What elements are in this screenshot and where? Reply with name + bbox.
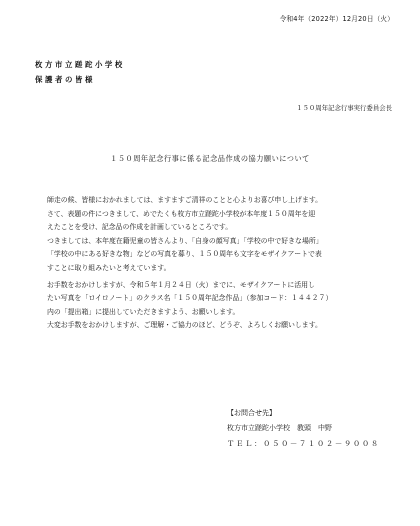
body-paragraph-greeting: 師走の候、皆様におかれましては、ますますご清祥のことと心よりお喜び申し上げます。 bbox=[47, 196, 323, 204]
recipient-guardians: 保護者の皆様 bbox=[35, 75, 95, 84]
body-paragraph-closing: 大変お手数をおかけしますが、ご理解・ご協力のほど、どうぞ、よろしくお願いします。 bbox=[47, 321, 322, 330]
letter-body bbox=[47, 194, 393, 333]
body-line: さて、表題の件につきまして、めでたくも枚方市立蹉跎小学校が本年度１５０周年を迎 bbox=[47, 209, 316, 218]
body-line: えたことを受け、記念品の作成を計画しているところです。 bbox=[47, 223, 233, 232]
letter-title: １５０周年記念行事に係る記念品作成の協力願いについて bbox=[110, 154, 310, 163]
contact-heading: 【お問合せ先】 bbox=[227, 409, 276, 417]
body-line: すことに取り組みたいと考えています。 bbox=[47, 263, 171, 272]
sender-name: １５０周年記念行事実行委員会長 bbox=[296, 104, 392, 112]
body-line: お手数をおかけしますが、令和５年１月２４日（火）までに、モザイクアートに活用し bbox=[47, 280, 315, 289]
letter-date: 令和4年（2022年）12月20日（火） bbox=[279, 15, 394, 23]
body-line: つきましては、本年度在籍児童の皆さんより、「自身の顔写真」「学校の中で好きな場所」 bbox=[47, 236, 323, 245]
body-line: たい写真を「ロイロノート」のクラス名「１５０周年記念作品」（参加コード：１４４２７） bbox=[47, 294, 333, 303]
body-line: 内の「提出箱」に提出していただきますよう、お願いします。 bbox=[47, 307, 240, 316]
body-line: 「学校の中にある好きな物」などの写真を募り、１５０周年も文字をモザイクアートで表 bbox=[47, 250, 322, 259]
contact-organization: 枚方市立蹉跎小学校 教頭 中野 bbox=[227, 424, 332, 432]
recipient-block bbox=[35, 57, 125, 87]
contact-block bbox=[227, 406, 380, 451]
recipient-school: 枚方市立蹉跎小学校 bbox=[35, 60, 125, 69]
contact-phone: ＴＥＬ：０５０－７１０２－９００８ bbox=[227, 439, 380, 448]
